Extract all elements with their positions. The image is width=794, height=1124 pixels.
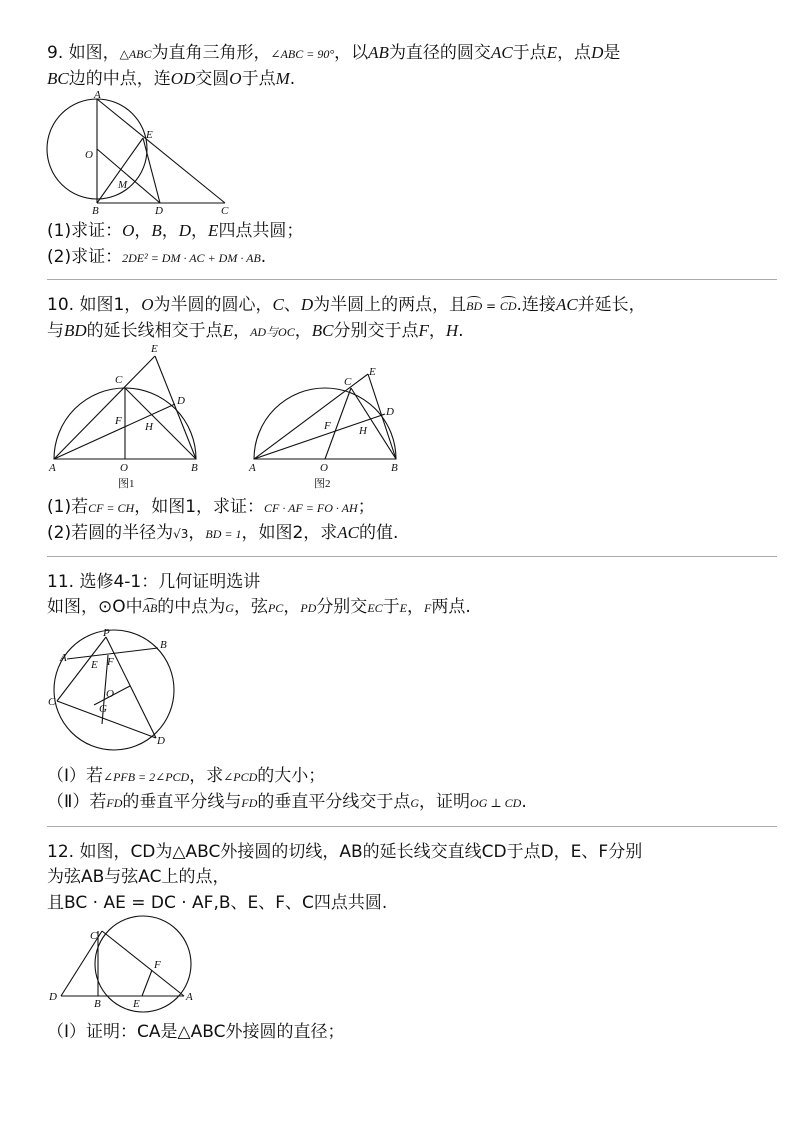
q12-label-c: C xyxy=(90,930,98,942)
q9-label-d: D xyxy=(155,205,163,217)
q10-f2-label-o: O xyxy=(320,462,328,474)
q12-label-d: D xyxy=(49,991,57,1003)
q9-line-ac xyxy=(97,99,225,203)
q10-f2-label-a: A xyxy=(249,462,256,474)
q11-part1: （Ⅰ）若∠PFB = 2∠PCD，求∠PCD的大小； xyxy=(47,766,326,786)
q10-f1-label-e: E xyxy=(151,343,158,355)
q9-part1: (1)求证：O，B，D，E四点共圆； xyxy=(47,221,304,241)
q11-label-f: F xyxy=(107,656,114,668)
q10-f1-label-f: F xyxy=(115,415,122,427)
q11-label-g: G xyxy=(99,703,107,715)
q11-label-e: E xyxy=(91,659,98,671)
q10-f2-label-h: H xyxy=(359,425,367,437)
q12-line3: 且BC · AE = DC · AF,B、E、F、C四点共圆. xyxy=(47,893,388,913)
q9-label-c: C xyxy=(221,205,229,217)
q10-fig2-caption: 图2 xyxy=(314,478,331,490)
q9-label-o: O xyxy=(85,149,93,161)
q11-chord-pc xyxy=(57,637,106,701)
q11-line2: 如图，⊙O中AB的中点为G，弦PC，PD分别交EC于E，F两点. xyxy=(47,597,471,617)
q10-f1-line-ae xyxy=(54,356,155,459)
q11-label-b: B xyxy=(160,639,167,651)
q10-figure-2 xyxy=(244,340,414,490)
q12-line1: 12. 如图，CD为△ABC外接圆的切线，AB的延长线交直线CD于点D，E、F分别 xyxy=(47,842,643,862)
q11-label-o: O xyxy=(106,688,114,700)
q12-line2: 为弦AB与弦AC上的点， xyxy=(47,867,230,887)
q10-f2-label-c: C xyxy=(344,376,352,388)
q9-label-b: B xyxy=(92,205,99,217)
q10-f1-line-be xyxy=(155,356,196,459)
q10-part1: (1)若CF = CH，如图1，求证：CF · AF = FO · AH； xyxy=(47,497,375,517)
q12-part1: （Ⅰ）证明：CA是△ABC外接圆的直径； xyxy=(47,1022,345,1042)
q10-f2-label-b: B xyxy=(391,462,398,474)
q10-line2: 与BD的延长线相交于点E，AD与OC，BC分别交于点F，H. xyxy=(47,321,464,341)
q10-f1-label-b: B xyxy=(191,462,198,474)
q11-part2: （Ⅱ）若FD的垂直平分线与FD的垂直平分线交于点G，证明OG ⊥ CD. xyxy=(47,792,527,812)
q9-label-a: A xyxy=(94,89,101,101)
q9-label-e: E xyxy=(146,129,153,141)
q10-f2-label-d: D xyxy=(386,406,394,418)
q10-f1-label-a: A xyxy=(49,462,56,474)
q11-label-d: D xyxy=(157,735,165,747)
q9-label-m: M xyxy=(118,179,128,191)
q12-label-e: E xyxy=(133,998,140,1010)
q11-label-c: C xyxy=(48,696,56,708)
q11-figure xyxy=(44,626,194,756)
q10-f2-label-f: F xyxy=(324,420,331,432)
q10-line1: 10. 如图1，O为半圆的圆心，C、D为半圆上的两点，且BD = CD.连接AC并延长， xyxy=(47,295,646,315)
q11-line1: 11. 选修4-1：几何证明选讲 xyxy=(47,572,261,592)
q12-label-f: F xyxy=(154,959,161,971)
q9-figure xyxy=(40,90,240,220)
q12-line-ca xyxy=(102,931,184,996)
q12-label-b: B xyxy=(94,998,101,1010)
q11-label-a: A xyxy=(60,652,67,664)
q9-part2: (2)求证：2DE² = DM · AC + DM · AB. xyxy=(47,247,267,267)
q10-f1-label-c: C xyxy=(115,374,123,386)
q10-f2-label-e: E xyxy=(369,366,376,378)
q9-line2: BC边的中点，连OD交圆O于点M. xyxy=(47,69,296,89)
divider-2 xyxy=(47,556,777,557)
q11-label-p: P xyxy=(103,627,110,639)
q10-f1-line-cb xyxy=(125,388,196,459)
q10-part2: (2)若圆的半径为√3，BD = 1，如图2，求AC的值. xyxy=(47,523,399,543)
q10-f1-label-h: H xyxy=(145,421,153,433)
divider-3 xyxy=(47,826,777,827)
q10-fig1-caption: 图1 xyxy=(118,478,135,490)
q9-line-od xyxy=(97,149,160,203)
q12-line-ef xyxy=(142,970,152,996)
q10-f1-label-d: D xyxy=(177,395,185,407)
q9-line1: 9. 如图，△ABC为直角三角形，∠ABC = 90°，以AB为直径的圆交AC于点E，点D是 xyxy=(47,43,621,63)
q12-label-a: A xyxy=(186,991,193,1003)
divider-1 xyxy=(47,279,777,280)
q10-figure-1 xyxy=(44,340,214,490)
q10-f1-label-o: O xyxy=(120,462,128,474)
q12-figure xyxy=(44,918,204,1018)
